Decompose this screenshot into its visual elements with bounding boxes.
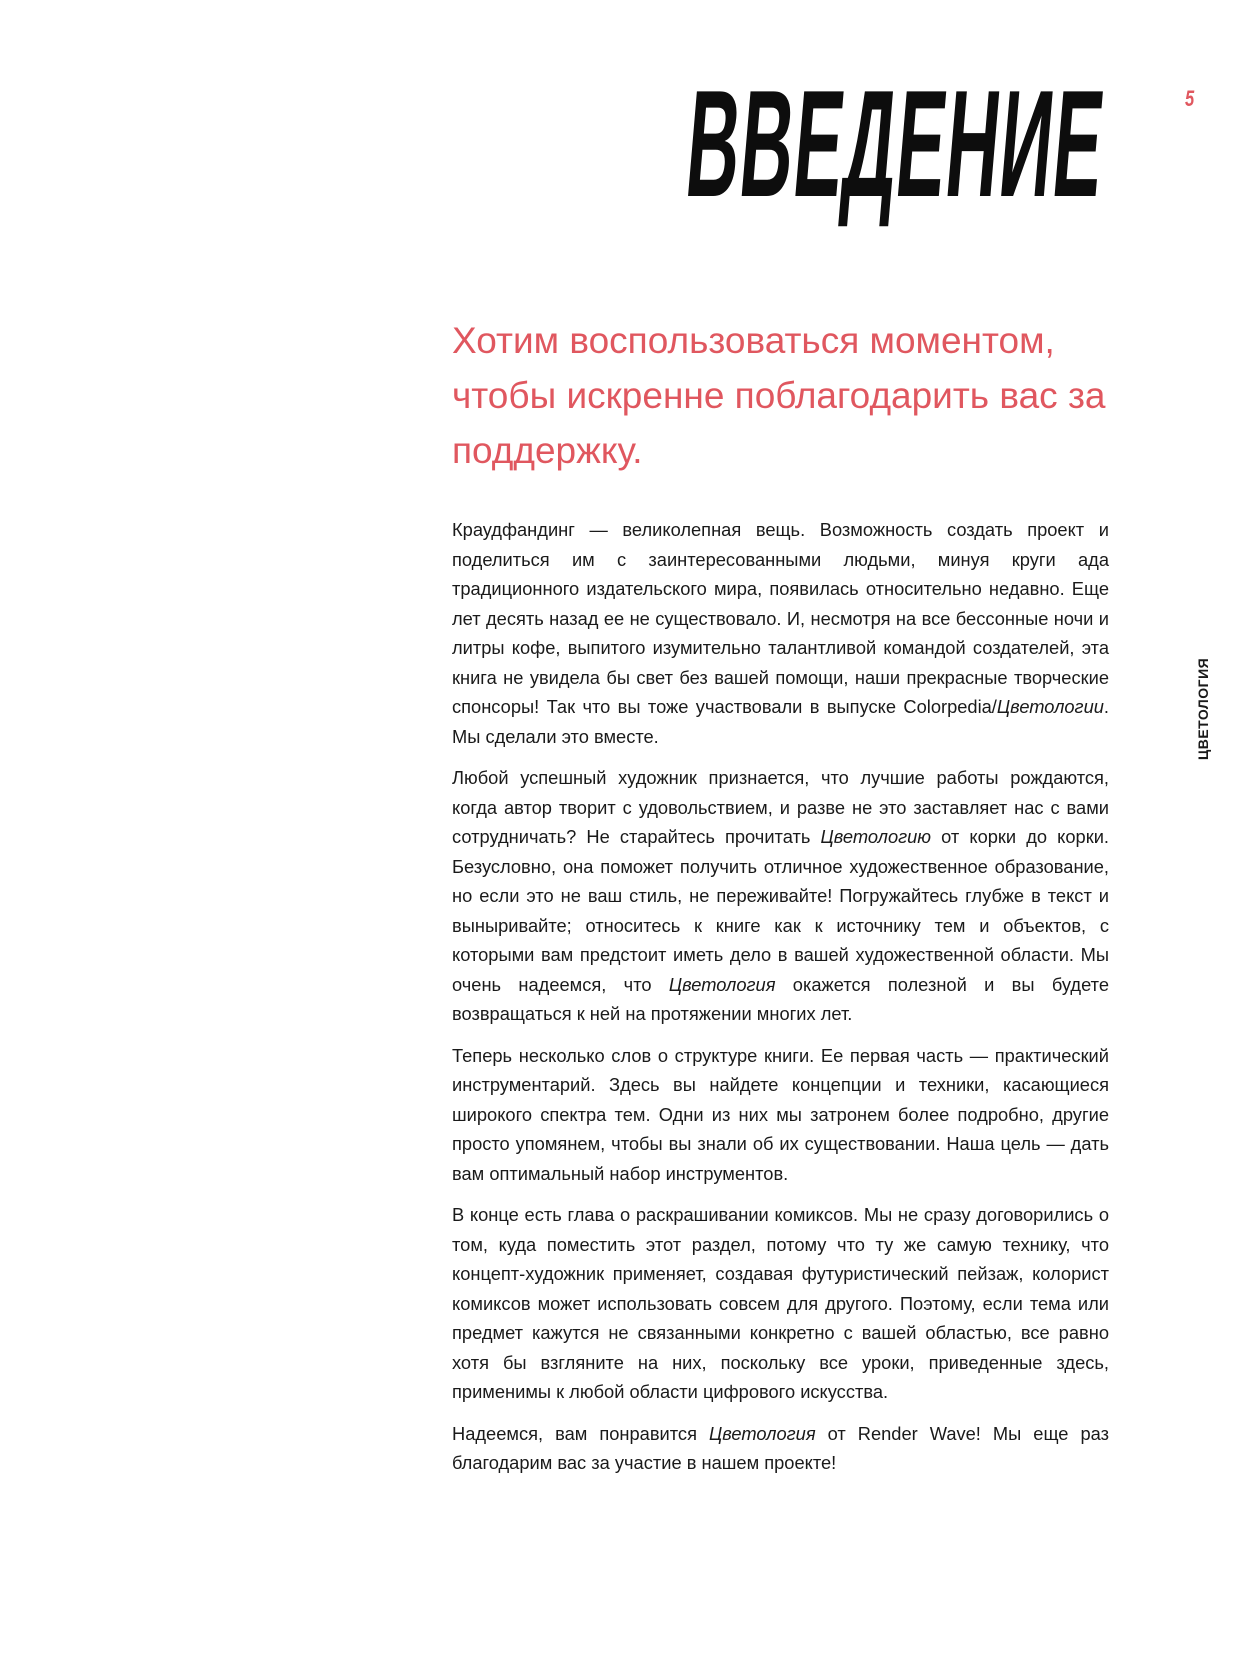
paragraph-4: В конце есть глава о раскрашивании комиксов. Мы не сразу договорились о том, куда поместить этот раздел, потому что ту же самую технику, что концепт-художник применяет, создавая футуристический пейзаж, колорист комиксов может использовать совсем для другого. Поэтому, если тема или предмет кажутся не связанными конкретно с вашей областью, все равно хотя бы взгляните на них, поскольку все уроки, приведенные здесь, применимы к любой области цифрового искусства. [452, 1204, 1109, 1402]
paragraph-1-text: Краудфандинг — великолепная вещь. Возможность создать проект и поделиться им с заинтересованными людьми, минуя круги ада традиционного издательского мира, появилась относительно недавно. Еще лет десять назад ее не существовало. И, несмотря на все бессонные ночи и литры кофе, выпитого изумительно талантливой командой создателей, эта книга не увидела бы свет без вашей помощи, наши прекрасные творческие спонсоры! Так что вы тоже участвовали в выпуске Colorpedia/ [452, 519, 1109, 717]
page-number: 5 [1185, 86, 1195, 111]
paragraph-5-text-end: от Render Wave! Мы еще раз благодарим вас за участие в нашем проекте! [452, 1422, 1109, 1473]
paragraph-2-text-2: от корки до корки. Безусловно, она поможет получить отличное художественное образование, но если это не ваш стиль, не переживайте! Погружайтесь глубже в текст и выныривайте; относитесь к книге как к источнику тем и объектов, с которыми вам предстоит иметь дело в вашей художественной области. Мы очень надеемся, что [452, 826, 1109, 995]
paragraph-1 [452, 515, 1109, 751]
paragraph-2-text-1: Любой успешный художник признается, что лучшие работы рождаются, когда автор творит с удовольствием, и разве не это заставляет нас с вами сотрудничать? Не старайтесь прочитать [452, 767, 1109, 847]
paragraph-1-text-end: . Мы сделали это вместе. [452, 696, 1109, 747]
body-text [452, 515, 1109, 1490]
paragraph-3: Теперь несколько слов о структуре книги. Ее первая часть — практический инструментарий. Здесь вы найдете концепции и техники, касающиеся широкого спектра тем. Одни из них мы затронем более подробно, другие просто упомянем, чтобы вы знали об их существовании. Наша цель — дать вам оптимальный набор инструментов. [452, 1044, 1109, 1184]
paragraph-5-emphasis: Цветология [708, 1422, 816, 1444]
paragraph-2-emphasis-1: Цветологию [820, 826, 932, 847]
running-header-side-label: ЦВЕТОЛОГИЯ [1195, 657, 1211, 760]
chapter-title [680, 59, 1114, 229]
chapter-title-text: ВВЕДЕНИЕ [680, 59, 1111, 229]
paragraph-5 [452, 1419, 1109, 1478]
paragraph-2 [452, 763, 1109, 1029]
paragraph-2-text-3: окажется полезной и вы будете возвращаться к ней на протяжении многих лет. [452, 973, 1109, 1024]
paragraph-1-emphasis: Цветологии [996, 696, 1104, 717]
lead-paragraph: Хотим воспользоваться моментом, чтобы искренне поблагодарить вас за поддержку. [452, 320, 1106, 471]
paragraph-2-emphasis-2: Цветология [668, 973, 776, 995]
paragraph-5-text: Надеемся, вам понравится [452, 1422, 709, 1444]
